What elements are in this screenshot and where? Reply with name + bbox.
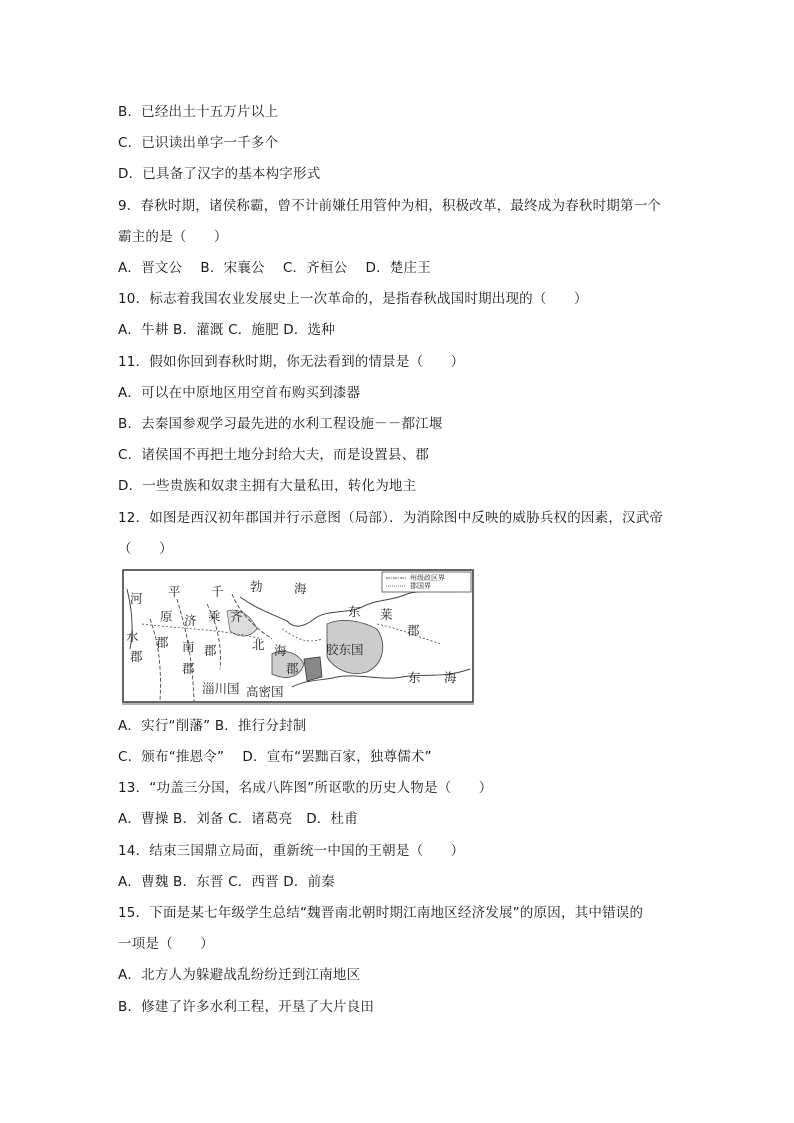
question-14-options: A．曹魏 B．东晋 C．西晋 D．前秦	[118, 874, 335, 890]
option-line: A．北方人为躲避战乱纷纷迁到江南地区	[118, 967, 361, 983]
legend-commandery-boundary: 郡国界	[410, 582, 431, 590]
map-label: 淄川国	[202, 681, 240, 696]
question-13: 13．“功盖三分国，名成八阵图”所讴歌的历史人物是（ ）	[118, 780, 493, 796]
map-label: 海	[274, 643, 287, 658]
map-label: 海	[444, 670, 457, 685]
option-line: B．已经出土十五万片以上	[118, 104, 279, 120]
map-label: 勃	[250, 579, 263, 594]
map-label: 郡	[156, 635, 169, 650]
option-line: A．可以在中原地区用空首布购买到漆器	[118, 385, 361, 401]
option-line: D．一些贵族和奴隶主拥有大量私田，转化为地主	[118, 478, 417, 494]
map-label: 千	[211, 584, 224, 599]
map-label: 南	[182, 639, 195, 654]
map-label: 郡	[407, 623, 420, 638]
map-label: 莱	[380, 607, 393, 622]
map-label: 乘	[208, 609, 221, 624]
question-12-options: A．实行“削藩” B．推行分封制	[118, 718, 307, 734]
question-12-options: C．颁布“推恩令” D．宣布“罢黜百家，独尊儒术”	[118, 749, 432, 765]
western-han-map	[122, 569, 474, 705]
map-label: 郡	[182, 661, 195, 676]
question-10: 10．标志着我国农业发展史上一次革命的，是指春秋战国时期出现的（ ）	[118, 291, 588, 307]
question-12-cont: （ ）	[118, 541, 173, 557]
map-label: 齐	[230, 609, 243, 624]
map-label: 胶东国	[326, 642, 364, 657]
question-13-options: A．曹操 B．刘备 C．诸葛亮 D．杜甫	[118, 811, 358, 827]
question-9: 9．春秋时期，诸侯称霸，曾不计前嫌任用管仲为相，积极改革，最终成为春秋时期第一个	[118, 198, 662, 214]
legend-state-boundary: 州级政区界	[410, 574, 445, 582]
map-label: 郡	[286, 661, 299, 676]
map-label: 东	[348, 604, 361, 619]
option-line: B．修建了许多水利工程，开垦了大片良田	[118, 999, 375, 1015]
option-line: B．去秦国参观学习最先进的水利工程设施－－都江堰	[118, 416, 443, 432]
map-label: 海	[294, 581, 307, 596]
question-9-cont: 霸主的是（ ）	[118, 229, 228, 245]
map-label: 河	[130, 591, 143, 606]
map-label: 高密国	[246, 684, 284, 699]
map-label: 济	[184, 613, 197, 628]
map-label: 平	[168, 584, 181, 599]
map-label: 郡	[204, 643, 217, 658]
map-label: 原	[160, 609, 173, 624]
map-label: 水	[126, 629, 139, 644]
option-line: C．诸侯国不再把土地分封给大夫，而是设置县、郡	[118, 447, 430, 463]
option-line: D．已具备了汉字的基本构字形式	[118, 166, 321, 182]
map-label: 北	[252, 637, 265, 652]
question-10-options: A．牛耕 B．灌溉 C．施肥 D．选种	[118, 322, 335, 338]
question-15-cont: 一项是（ ）	[118, 936, 214, 952]
map-label: 东	[408, 670, 421, 685]
question-11: 11．假如你回到春秋时期，你无法看到的情景是（ ）	[118, 354, 465, 370]
question-9-options: A．晋文公 B．宋襄公 C．齐桓公 D．楚庄王	[118, 260, 431, 276]
question-15: 15．下面是某七年级学生总结“魏晋南北朝时期江南地区经济发展”的原因，其中错误的	[118, 905, 644, 921]
map-figure	[122, 569, 474, 705]
option-line: C．已识读出单字一千多个	[118, 135, 279, 151]
question-12: 12．如图是西汉初年郡国并行示意图（局部）．为消除图中反映的威胁兵权的因素，汉武帝	[118, 510, 664, 526]
map-label: 郡	[130, 649, 143, 664]
question-14: 14．结束三国鼎立局面，重新统一中国的王朝是（ ）	[118, 843, 465, 859]
